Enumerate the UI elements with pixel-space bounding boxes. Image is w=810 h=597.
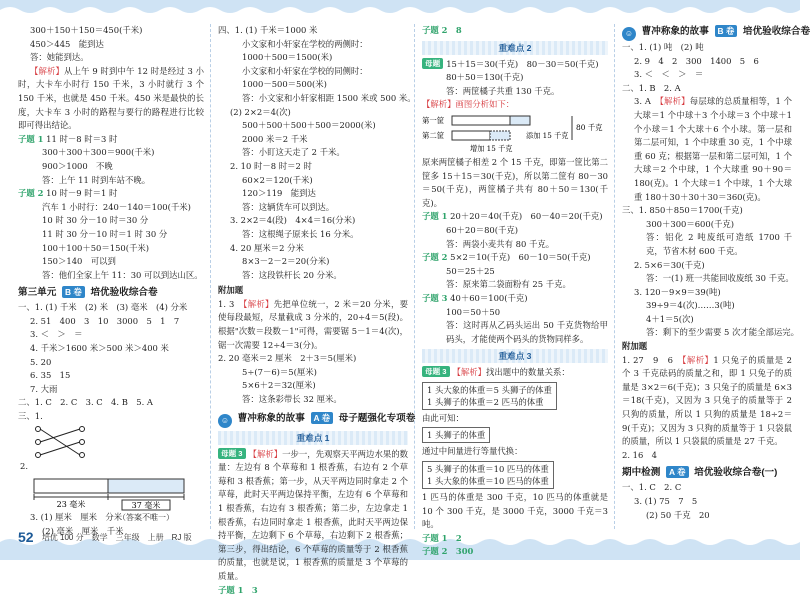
explanation: 原来两筐橘子相差 2 个 15 千克，即第一筐比第二筐多 15＋15＝30(千克)，所以第二筐有 80－30＝50(千克)，两筐橘子共有 80＋50＝130(千克)。 [422, 156, 608, 208]
answer-line: 5. 20 [30, 356, 52, 367]
answer-line: (2) 50 千克 20 [646, 509, 710, 520]
answer-line: 由此可知： [422, 412, 464, 423]
column-divider [614, 24, 615, 529]
mother-question-tag: 母题 3 [422, 366, 450, 377]
column-2 [218, 24, 416, 597]
diagram-label-first: 第一筐 [422, 115, 445, 125]
answer-line: 三、1. 850＋850＝1700(千克) [622, 205, 743, 216]
answer-line: 15＋15＝30(千克) 80－30＝50(千克) [446, 58, 599, 69]
explanation-marker: 【解析】 [30, 65, 65, 76]
answer-line: 答：他们全家上午 11：30 可以到达山区。 [42, 269, 203, 280]
relation-line: 1 头狮子的体重＝2 匹马的体重 [427, 396, 544, 407]
mother-question-tag: 母题 [422, 58, 443, 69]
answer-line: 答：小盯这天走了 2 千米。 [242, 147, 345, 158]
story-logo-icon: ☺ [218, 414, 232, 428]
relation-line: 5 头狮子的体重＝10 匹马的体重 [427, 464, 549, 475]
answer-line: 4＋1＝5(次) [646, 313, 694, 324]
answer-line: 300＋300＋300＝900(千米) [42, 147, 155, 158]
column-1 [18, 24, 204, 538]
volume-badge: A 卷 [666, 466, 688, 478]
answer-line: 答：这条彩带长 32 厘米。 [242, 394, 342, 405]
answer-line: 答：这时再从乙码头运出 50 千克货物给甲码头，才能使两个码头的货物同样多。 [446, 320, 608, 344]
answer-line: 100＝50＋50 [446, 306, 501, 317]
answer-line: 60×2＝120(千米) [242, 174, 313, 185]
answer-line: 2. 5×6＝30(千克) [634, 259, 705, 270]
story-subtitle: 培优验收综合卷 [742, 26, 810, 37]
answer-line: 500＋500＋500＋500＝2000(米) [242, 120, 376, 131]
volume-badge: A 卷 [311, 412, 333, 424]
answer-line: 10 时 30 分－10 时＝30 分 [42, 215, 149, 226]
column-divider [210, 24, 211, 529]
explanation-marker: 【解析】 [659, 96, 690, 107]
sub-question-label: 子题 3 [422, 292, 448, 303]
answer-line: 答：上午 11 时到车站不晚。 [42, 174, 151, 185]
answer-line: 10 时－9 时＝1 时 [46, 188, 118, 199]
note-answer-varies: （答案不唯一） [118, 513, 174, 522]
key-point-band: 重难点 3 [422, 349, 608, 363]
answer-line: 答：原来第二袋面粉有 25 千克。 [446, 279, 571, 290]
answer-line: 150＞140 可以到 [42, 256, 116, 267]
answer-line: 2. 51 400 3 10 3000 5 1 7 [30, 315, 180, 326]
answer-line: 80＋50＝130(千克) [446, 72, 524, 83]
sub-question-line: 子题 1 2 [422, 532, 462, 543]
answer-line: 50＝25＋25 [446, 265, 495, 276]
answer-line: 7. 大雨 [30, 383, 58, 394]
answer-line: 一、1. C 2. C [622, 482, 682, 493]
answer-line: 11 时 30 分－10 时＝1 时 30 分 [42, 228, 168, 239]
answer-line: 300＋150＋150＝450(千米) [30, 25, 143, 35]
answer-line: 3. (1) 厘米 厘米 分米 [30, 512, 123, 523]
answer-line: 3. 120－9×9＝39(吨) [634, 286, 721, 297]
answer-line: 答：这根绳子原来长 16 分米。 [242, 228, 359, 239]
footer-text: 培优 100 分 数学 三年级 上册 RJ 版 [41, 533, 192, 542]
answer-line: 5÷(7－6)＝5(厘米) [242, 366, 317, 377]
answer-line: 1000＋500＝1500(米) [242, 52, 333, 63]
answer-line: 5×6＋2＝32(厘米) [242, 380, 316, 391]
matching-diagram [32, 424, 92, 460]
relation-line: 1 头大象的体重＝5 头狮子的体重 [427, 384, 552, 395]
answer-line: 900＞1000 不晚 [42, 160, 113, 171]
answer-line: 答：两筐橘子共重 130 千克。 [446, 85, 560, 96]
exam-title: 培优验收综合卷(一) [694, 467, 778, 479]
answer-line: 四、1. (1) 千米＝1000 米 [218, 25, 318, 35]
answer-line: 小文家和小轩家在学校的两侧时： [242, 38, 368, 49]
answer-line: 2. [20, 460, 28, 471]
relation-line: 1 头大象的体重＝10 匹马的体重 [427, 476, 549, 487]
explanation: 3. A 【解析】每层球的总质量相等，1 个大球＝1 个中球＋3 个小球＝3 个中球＋1 个小球＝1 个大球＋6 个小球。第一层和第二层可知，1 个中球重 30 克，1 个中球重 60 克；根据第一层和第二层可知，1 个大球＝2 个中球，1 个大球重 90＋90＝180(克)。1 个大球＝1 个中球，1 个大球重 180＋30＋30＋30＝360(克)。 [634, 96, 793, 202]
answer-line: 通过中间量进行等量代换： [422, 446, 523, 457]
answer-line: 20＋20＝40(千克) 60－40＝20(千克) [450, 211, 603, 222]
answer-line: 答：铝化 2 吨废纸可造纸 1700 千克，节省木材 600 千克。 [646, 232, 792, 256]
top-wave-border [0, 0, 800, 22]
answer-line: 答：剩下的至少需要 5 次才能全部运完。 [646, 327, 800, 338]
answer-line: 3. ＜ ＜ ＞ ＝ [634, 69, 704, 80]
sub-question-line: 子题 2 8 [422, 25, 462, 35]
explanation-marker: 【解析】 [682, 354, 714, 365]
answer-line: 答：这段铁杆长 20 分米。 [242, 269, 342, 280]
answer-line: 答：小文家和小轩家相距 1500 米或 500 米。 [242, 92, 416, 103]
bonus-heading: 附加题 [622, 341, 648, 352]
story-heading [218, 411, 416, 428]
answer-line: 2000 米＝2 千米 [242, 133, 308, 144]
exam-heading [622, 465, 792, 481]
key-point-band: 重难点 1 [218, 431, 408, 445]
diagram-label-unit: 80 千克 [576, 122, 603, 132]
answer-line: 3. ＜ ＞ ＝ [30, 329, 83, 340]
answer-line: 答：一(1) 班一共能回收废纸 30 千克。 [646, 273, 794, 284]
story-title: 曹冲称象的故事 [237, 412, 305, 424]
answer-line: 小文家和小轩家在学校的同侧时： [242, 65, 368, 76]
diagram-label-sum: 增加 15 千克 [470, 143, 513, 153]
sub-question-label: 子题 1 [18, 133, 44, 144]
answer-line: 3. (1) 75 7 5 [634, 496, 698, 506]
explanation: 1 匹马的体重是 300 千克，10 匹马的体重就是 10 个 300 千克，是 3000 千克，3000 千克＝3 吨。 [422, 492, 608, 530]
answer-line: 汽车 1 小时行：240－140＝100(千米) [42, 201, 191, 212]
answer-line: 答：这辆货车可以到达。 [242, 201, 335, 212]
explanation-label: 【解析】画图分析如下： [422, 99, 515, 110]
page-footer [18, 530, 192, 545]
story-subtitle: 母子题强化专项卷 [338, 412, 416, 424]
column-4 [622, 24, 810, 522]
answer-line: 一、1. (1) 吨 (2) 吨 [622, 42, 704, 52]
relation-box [422, 427, 490, 443]
story-title: 曹冲称象的故事 [641, 26, 709, 37]
answer-line: 40＋60＝100(千克) [450, 292, 528, 303]
sub-question-line: 子题 1 3 [218, 584, 258, 595]
bar-label-left: 23 毫米 [56, 500, 86, 510]
story-logo-icon: ☺ [622, 27, 636, 41]
answer-line: 1000－500＝500(米) [242, 79, 327, 90]
explanation: 【解析】从上午 9 时到中午 12 时是经过 3 小时，大卡车小时行 150 千米，3 小时就行 3 个 150 千米，也就是 450 千米。450 米是最快的长度，大卡车 3 小时的路程与要行的路程进行比较即可得出结论。 [18, 65, 204, 131]
answer-line: 3. 2×2＝4(段) 4×4＝16(分米) [230, 215, 356, 226]
explanation-marker: 【解析】 [452, 367, 487, 378]
volume-badge: B 卷 [715, 25, 738, 37]
diagram-label-second: 第二筐 [422, 130, 445, 140]
answer-line: 4. 20 厘米＝2 分米 [230, 242, 304, 253]
explanation-marker: 【解析】 [243, 298, 274, 309]
answer-line: 450＞445 能到达 [30, 38, 104, 49]
answer-line: 100＋100＋50＝150(千米) [42, 242, 150, 253]
bar-model-diagram [422, 114, 608, 154]
answer-line: 2. 20 毫米＝2 厘米 2＋3＝5(厘米) [218, 353, 357, 364]
relation-box [422, 461, 554, 489]
answer-line: 39÷9＝4(次)……3(吨) [646, 300, 735, 311]
volume-badge: B 卷 [62, 286, 85, 298]
answer-line: 300＋300＝600(千克) [646, 218, 734, 229]
answer-line: (2) 毫米 厘米 千米 [42, 525, 124, 536]
answer-line: 二、1. C 2. C 3. C 4. B 5. A [18, 397, 153, 408]
answer-line: 三、1. [18, 411, 43, 422]
mother-question-tag: 母题 3 [218, 448, 246, 459]
answer-line: 答：两袋小麦共有 80 千克。 [446, 238, 555, 249]
unit-heading [18, 285, 204, 301]
answer-line: 8×3－2－2＝20(分米) [242, 256, 330, 267]
exam-label: 期中检测 [622, 467, 661, 479]
explanation: 【解析】一步一，先观察天平两边水果的数量：左边有 8 个草莓和 1 根香蕉，右边有 2 个草莓和 3 根香蕉；第一步，从天平两边同时拿走 2 个草莓，此时天平两边保持平衡，左边有 6 个草莓和 1 根香蕉，右边有 3 根香蕉；第二步，左边拿走 1 根香蕉，右边同时拿走 1 根香蕉，此时天平两边保持平衡，左边剩下 6 个草莓，右边剩下 2 根香蕉；第三步，得出结论，6 个草莓的质量等于 2 根香蕉的质量，也就是说，1 根香蕉的质量是 3 个草莓的质量。 [218, 448, 409, 581]
explanation-marker: 【解析】 [248, 448, 283, 459]
sub-question-line: 子题 2 300 [422, 546, 474, 557]
explanation: 【解析】找出题中的数量关系： [452, 367, 570, 378]
answer-line: 一、1. (1) 千米 (2) 米 (3) 毫米 (4) 分米 [18, 302, 188, 313]
column-3 [422, 24, 608, 559]
diagram-label-add: 添加 15 千克 [526, 130, 569, 140]
answer-line: 二、1. B 2. A [622, 82, 681, 93]
relation-line: 1 头狮子的体重 [427, 430, 486, 441]
relation-box [422, 382, 557, 410]
ruler-bar-diagram [18, 475, 188, 509]
answer-line: (2) 2×2＝4(次) [230, 106, 291, 117]
unit-label: 第三单元 [18, 287, 57, 299]
answer-line: 120＞119 能到达 [242, 188, 316, 199]
key-point-band: 重难点 2 [422, 41, 608, 55]
page-number: 52 [18, 529, 34, 545]
bar-label-right: 37 毫米 [131, 501, 161, 511]
sub-question-label: 子题 2 [422, 252, 448, 263]
answer-line: 5×2＝10(千克) 60－10＝50(千克) [450, 252, 591, 263]
answer-line: 60＋20＝80(千克) [446, 224, 519, 235]
bonus-heading: 附加题 [218, 285, 244, 296]
explanation: 1. 3 【解析】先把单位统一，2 米＝20 分米，要使每段最短，尽量截成 3 分米的，20÷4＝5(段)。根据"次数＝段数－1"可得，需要锯 5－1＝4(次)，锯一次需要 12÷4＝3(分)。 [218, 298, 408, 350]
story-heading [622, 24, 810, 41]
answer-line: 答：她能到达。 [30, 52, 89, 63]
answer-line: 4. 千米＞1600 米＞500 米＞400 米 [30, 343, 169, 354]
answer-line: 6. 35 15 [30, 370, 71, 381]
answer-line: 2. 9 4 2 300 1400 5 6 [634, 55, 759, 66]
unit-title: 培优验收综合卷 [90, 287, 158, 299]
answer-line: 2. 10 时－8 时＝2 时 [230, 160, 312, 171]
sub-question-label: 子题 1 [422, 211, 448, 222]
explanation: 1. 27 9 6 【解析】1 只兔子的质量是 2 个 3 千克砝码的质量之和，即 1 只兔子的质量是 3×2＝6(千克)；3 只兔子的质量是 6×3＝18(千克)，又因为 3 只兔子的质量等于 2 只狗的质量，所以 1 只狗的质量是 18÷2＝9(千克)；又因为 3 只狗的质量等于 1 只袋鼠的质量，所以 1 只袋鼠的质量是 27 千克。 [622, 354, 793, 447]
answer-line: 2. 16 4 [622, 449, 658, 460]
answer-line: 11 时－8 时＝3 时 [46, 133, 118, 144]
sub-question-label: 子题 2 [18, 188, 44, 199]
